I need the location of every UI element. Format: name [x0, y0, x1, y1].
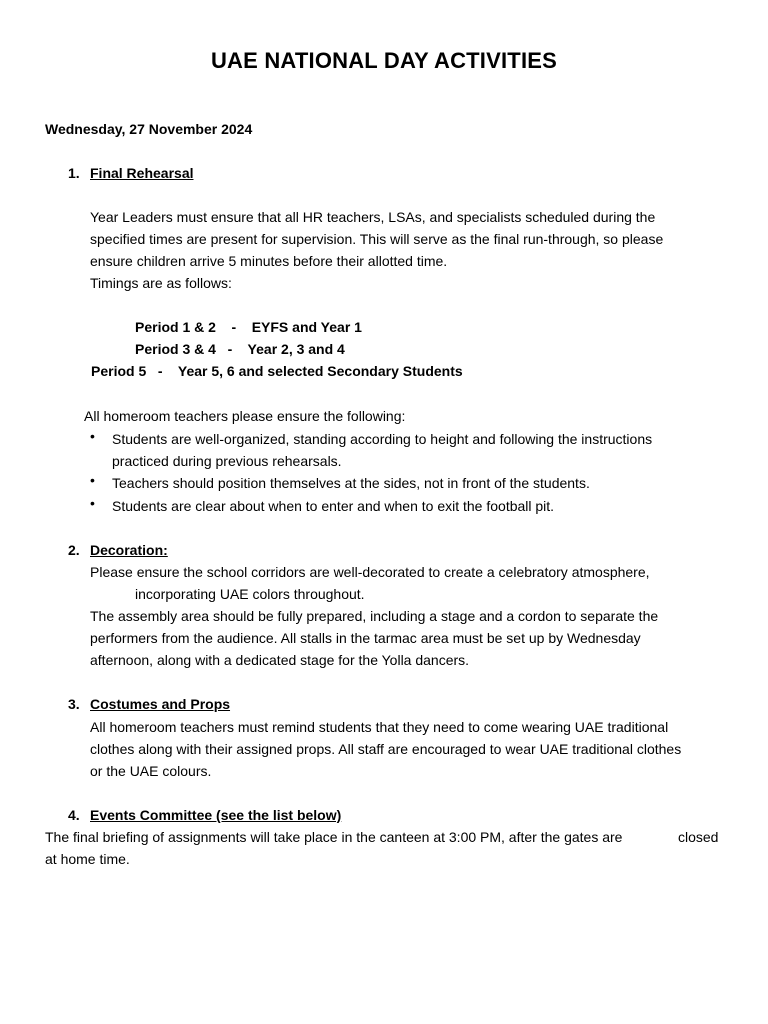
bullet-text: Students are clear about when to enter and when to exit the football pit. — [112, 498, 555, 514]
section-2-line: performers from the audience. All stalls in the tarmac area must be set up by Wednesday — [90, 630, 641, 646]
timing-period-3-4: Period 3 & 4 - Year 2, 3 and 4 — [135, 341, 345, 357]
timing-period-5: Period 5 - Year 5, 6 and selected Secondary Students — [91, 363, 463, 379]
section-1-para-line: Year Leaders must ensure that all HR teachers, LSAs, and specialists scheduled during the — [90, 209, 656, 225]
section-3-number: 3. — [68, 696, 80, 712]
section-2-line: Please ensure the school corridors are well-decorated to create a celebratory atmosphere, — [90, 564, 650, 580]
page-title: UAE NATIONAL DAY ACTIVITIES — [210, 48, 558, 73]
section-3-heading: Costumes and Props — [90, 696, 231, 712]
bullet-dot: • — [90, 428, 95, 444]
section-1-para-line: Timings are as follows: — [90, 275, 232, 291]
bullet-text-continuation: practiced during previous rehearsals. — [112, 453, 342, 469]
section-4-line: The final briefing of assignments will take place in the canteen at 3:00 PM, after the gates are — [45, 829, 623, 845]
section-2-heading: Decoration: — [90, 542, 168, 558]
section-1-para-line: ensure children arrive 5 minutes before their allotted time. — [90, 253, 448, 269]
section-3-line: or the UAE colours. — [90, 763, 212, 779]
section-1-heading: Final Rehearsal — [90, 165, 194, 181]
section-4-line-end: closed — [678, 829, 719, 845]
section-1-para-line: specified times are present for supervision. This will serve as the final run-through, so please — [90, 231, 664, 247]
section-3-line: clothes along with their assigned props. All staff are encouraged to wear UAE traditional clothes — [90, 741, 682, 757]
section-1-number: 1. — [68, 165, 80, 181]
section-2-line: afternoon, along with a dedicated stage for the Yolla dancers. — [90, 652, 470, 668]
section-4-heading: Events Committee (see the list below) — [90, 807, 342, 823]
section-4-number: 4. — [68, 807, 80, 823]
bullet-text: Students are well-organized, standing according to height and following the instructions — [112, 431, 653, 447]
section-3-line: All homeroom teachers must remind students that they need to come wearing UAE traditional — [90, 719, 669, 735]
section-2-line: incorporating UAE colors throughout. — [135, 586, 365, 602]
section-4-line: at home time. — [45, 851, 130, 867]
bullet-dot: • — [90, 495, 95, 511]
section-2-number: 2. — [68, 542, 80, 558]
section-2-line: The assembly area should be fully prepared, including a stage and a cordon to separate the — [90, 608, 659, 624]
bullet-text: Teachers should position themselves at the sides, not in front of the students. — [112, 475, 590, 491]
date-heading: Wednesday, 27 November 2024 — [45, 121, 253, 137]
bullet-dot: • — [90, 472, 95, 488]
timing-period-1-2: Period 1 & 2 - EYFS and Year 1 — [135, 319, 362, 335]
section-1-intro: All homeroom teachers please ensure the following: — [84, 408, 406, 424]
